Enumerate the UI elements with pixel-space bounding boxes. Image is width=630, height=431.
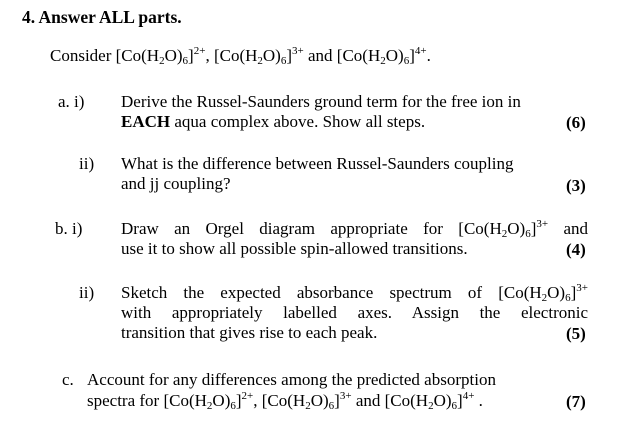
complex-co3: $[Co(H_2O)_6]^{3+}$	[213, 45, 304, 67]
complex-co4: $[Co(H_2O)_6]^{4+}$	[384, 390, 475, 412]
question-heading: 4. Answer ALL parts.	[22, 7, 182, 27]
part-a-i-line2: EACH aqua complex above. Show all steps.	[121, 112, 426, 131]
complex-co2: $[Co(H_2O)_6]^{2+}$	[163, 390, 254, 412]
part-b-ii-line3: transition that gives rise to each peak.	[121, 323, 378, 342]
part-b-i-line1: Draw an Orgel diagram appropriate for $[Co(H_2O)_6]^{3+}$ and	[121, 218, 588, 240]
part-c-marks: (7)	[566, 392, 586, 411]
part-a-i-marks: (6)	[566, 113, 586, 132]
part-a-ii-label: ii)	[79, 154, 95, 173]
complex-co3: $[Co(H_2O)_6]^{3+}$	[458, 218, 549, 240]
part-b-i-line2: use it to show all possible spin-allowed transitions.	[121, 239, 468, 258]
complex-co2: $[Co(H_2O)_6]^{2+}$	[115, 45, 206, 67]
part-c-line2: spectra for $[Co(H_2O)_6]^{2+}$, $[Co(H_2O)_6]^{3+}$ and $[Co(H_2O)_6]^{4+}$ .	[87, 390, 483, 412]
part-b-label: b. i)	[55, 219, 83, 238]
part-c-line1: Account for any differences among the predicted absorption	[87, 370, 496, 389]
part-b-ii-line2: with appropriately labelled axes. Assign the electronic	[121, 303, 588, 322]
part-c-label: c.	[62, 370, 74, 389]
part-a-ii-line1: What is the difference between Russel-Saunders coupling	[121, 154, 514, 173]
part-a-label: a. i)	[58, 92, 85, 111]
part-b-ii-marks: (5)	[566, 324, 586, 343]
part-a-ii-marks: (3)	[566, 176, 586, 195]
emphasis-each: EACH	[121, 112, 171, 131]
part-b-ii-line1: Sketch the expected absorbance spectrum of $[Co(H_2O)_6]^{3+}$	[121, 282, 588, 304]
complex-co3: $[Co(H_2O)_6]^{3+}$	[261, 390, 352, 412]
part-a-ii-line2: and jj coupling?	[121, 174, 231, 193]
complex-co3: $[Co(H_2O)_6]^{3+}$	[498, 282, 588, 304]
complex-co4: $[Co(H_2O)_6]^{4+}$	[336, 45, 427, 67]
question-intro: Consider $[Co(H_2O)_6]^{2+}$, $[Co(H_2O)_6]^{3+}$ and $[Co(H_2O)_6]^{4+}$.	[50, 45, 431, 67]
part-b-i-marks: (4)	[566, 240, 586, 259]
part-b-ii-label: ii)	[79, 283, 95, 302]
part-a-i-line1: Derive the Russel-Saunders ground term for the free ion in	[121, 92, 521, 111]
